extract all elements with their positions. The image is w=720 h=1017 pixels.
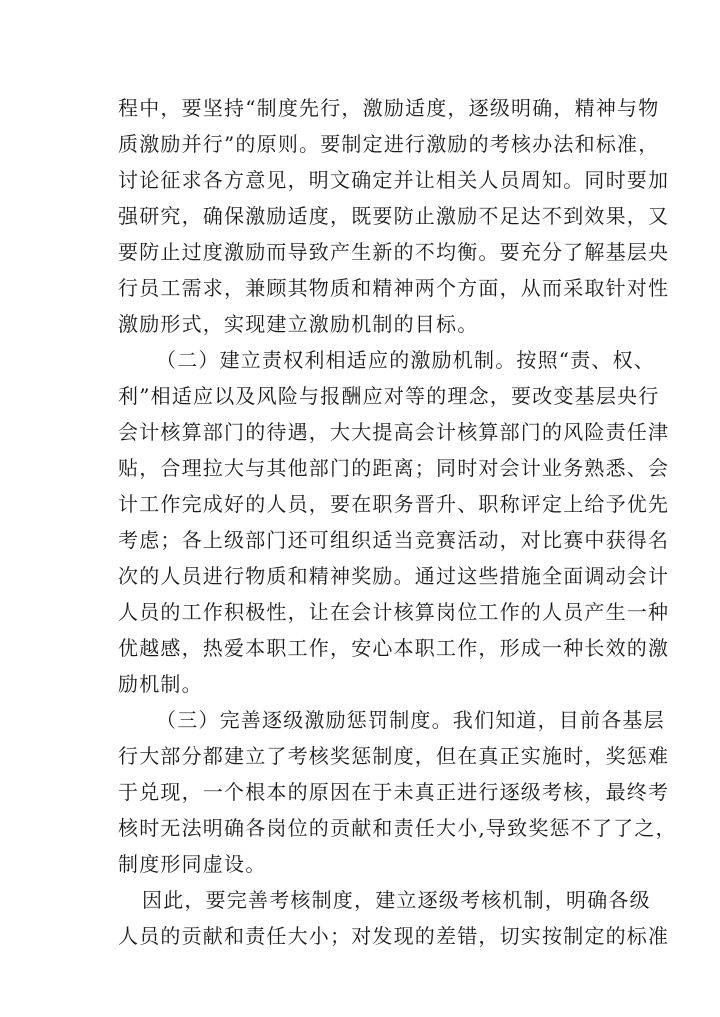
- text-line: 贴，合理拉大与其他部门的距离；同时对会计业务熟悉、会: [118, 456, 670, 480]
- text-line: 于兑现，一个根本的原因在于未真正进行逐级考核，最终考: [118, 780, 670, 804]
- text-line: 行大部分都建立了考核奖惩制度，但在真正实施时，奖惩难: [118, 744, 670, 768]
- text-line: 优越感，热爱本职工作，安心本职工作，形成一种长效的激: [118, 636, 670, 660]
- text-line: 人员的贡献和责任大小；对发现的差错，切实按制定的标准: [118, 924, 670, 948]
- body-text: [118, 90, 677, 954]
- text-line: 计工作完成好的人员，要在职务晋升、职称评定上给予优先: [118, 492, 670, 516]
- text-line: 强研究，确保激励适度，既要防止激励不足达不到效果，又: [118, 204, 670, 228]
- paragraph-start-line: 因此，要完善考核制度，建立逐级考核机制，明确各级: [142, 888, 651, 912]
- text-line: 会计核算部门的待遇，大大提高会计核算部门的风险责任津: [118, 420, 670, 444]
- text-line: 制度形同虚设。: [118, 852, 267, 876]
- text-line: 核时无法明确各岗位的贡献和责任大小,导致奖惩不了了之，: [118, 816, 677, 840]
- text-line: 次的人员进行物质和精神奖励。通过这些措施全面调动会计: [118, 564, 670, 588]
- text-line: 程中，要坚持“制度先行，激励适度，逐级明确，精神与物: [118, 96, 660, 120]
- section-heading-line: （二）建立责权利相适应的激励机制。按照“责、权、: [156, 348, 656, 372]
- text-line: 激励形式，实现建立激励机制的目标。: [118, 312, 479, 336]
- text-line: 要防止过度激励而导致产生新的不均衡。要充分了解基层央: [118, 240, 670, 264]
- text-line: 励机制。: [118, 672, 203, 696]
- text-line: 利”相适应以及风险与报酬应对等的理念，要改变基层央行: [118, 384, 660, 408]
- text-line: 行员工需求，兼顾其物质和精神两个方面，从而采取针对性: [118, 276, 670, 300]
- text-line: 考虑；各上级部门还可组织适当竞赛活动，对比赛中获得名: [118, 528, 670, 552]
- section-heading-line: （三）完善逐级激励惩罚制度。我们知道，目前各基层: [156, 708, 665, 732]
- text-line: 质激励并行”的原则。要制定进行激励的考核办法和标准，: [118, 132, 660, 156]
- text-line: 人员的工作积极性，让在会计核算岗位工作的人员产生一种: [118, 600, 670, 624]
- text-line: 讨论征求各方意见，明文确定并让相关人员周知。同时要加: [118, 168, 670, 192]
